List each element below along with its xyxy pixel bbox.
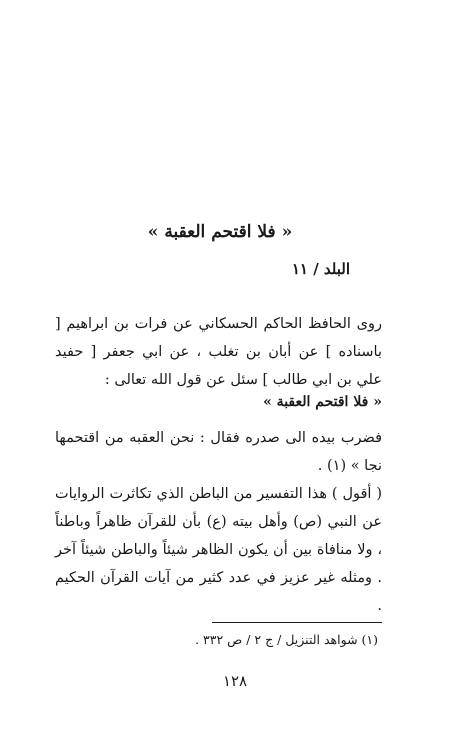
verse-reference: البلد / ١١ bbox=[291, 260, 350, 278]
footnote: (١) شواهد التنزيل / ج ٢ / ص ٣٣٢ . bbox=[195, 632, 378, 647]
page-number: ١٢٨ bbox=[222, 672, 248, 690]
paragraph-narration: روى الحافظ الحاكم الحسكاني عن فرات بن ابراهيم [ باسناده ] عن أبان بن تغلب ، عن ابي جعفر [ حفيد علي بن ابي طالب ] سئل عن قول الله تعالى : bbox=[55, 316, 382, 388]
footnote-divider bbox=[212, 622, 382, 623]
verse-title: « فلا اقتحم العقبة » bbox=[147, 222, 293, 242]
quoted-verse: « فلا اقتحم العقبة » bbox=[263, 394, 382, 410]
paragraph-answer: فضرب بيده الى صدره فقال : نحن العقبه من اقتحمها نجا » (١) . bbox=[55, 430, 382, 474]
paragraph-commentary: ( أقول ) هذا التفسير من الباطن الذي تكاثرت الروايات عن النبي (ص) وأهل بيته (ع) بأن للقرآن ظاهراً وباطناً ، ولا منافاة بين أن يكون الظاهر شيئاً والباطن شيئاً آخر . ومثله غير عزيز في عدد كثير من آيات القرآن الحكيم . bbox=[55, 486, 382, 614]
